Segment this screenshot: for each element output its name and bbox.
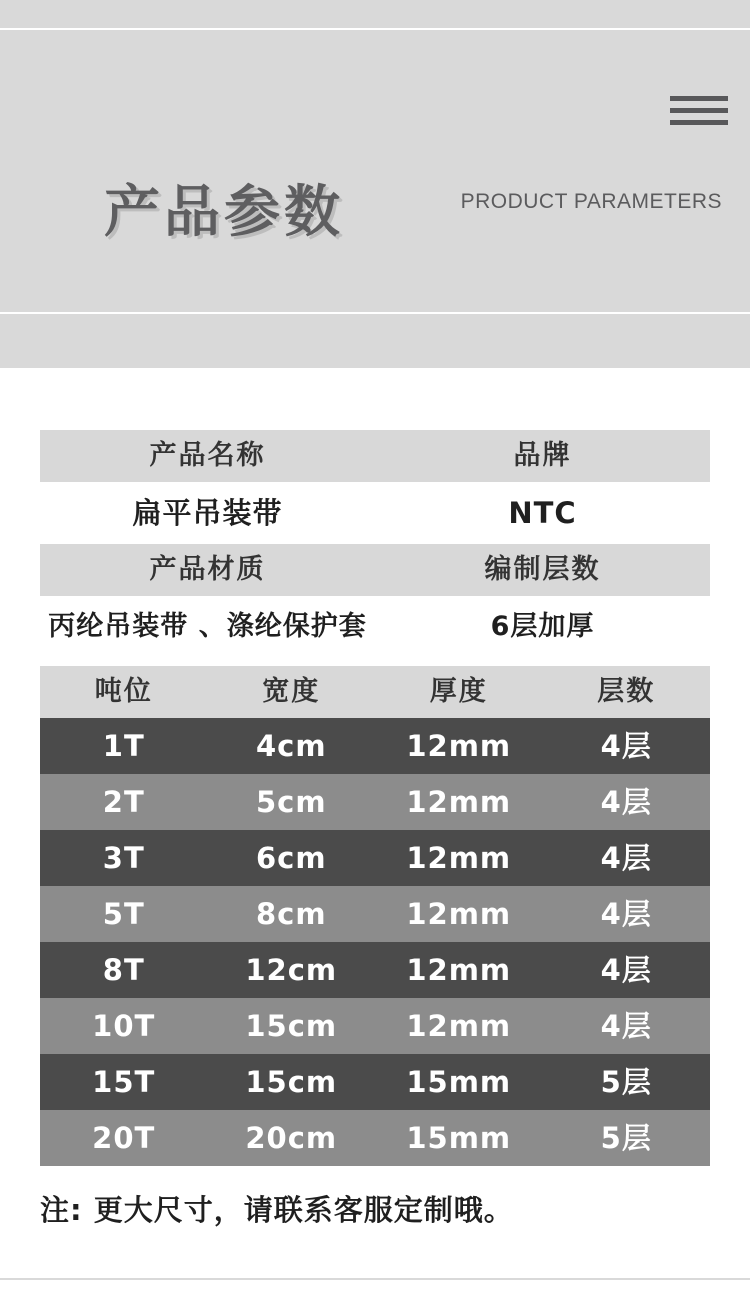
hamburger-menu-icon[interactable]	[670, 96, 728, 132]
cell-width: 4cm	[255, 729, 327, 763]
column-header-width: 宽度	[262, 676, 321, 707]
header-product-name: 产品名称	[149, 440, 266, 471]
product-parameters-banner	[0, 0, 750, 368]
header-layers: 编制层数	[484, 554, 601, 585]
cell-tonnage: 1T	[102, 729, 145, 763]
cell-layers: 5层	[600, 1121, 652, 1155]
cell-thickness: 12mm	[406, 953, 512, 987]
value-layers: 6层加厚	[490, 611, 595, 642]
cell-width: 8cm	[255, 897, 327, 931]
table-row	[40, 1110, 710, 1166]
parameters-table	[40, 430, 710, 1229]
cell-thickness: 12mm	[406, 1009, 512, 1043]
cell-layers: 4层	[600, 729, 652, 763]
cell-tonnage: 15T	[92, 1065, 156, 1099]
banner-divider-top	[0, 28, 750, 30]
table-row	[40, 1054, 710, 1110]
page-subtitle: PRODUCT PARAMETERS	[460, 190, 722, 213]
column-header-tonnage: 吨位	[94, 676, 153, 707]
cell-width: 5cm	[255, 785, 327, 819]
cell-layers: 4层	[600, 785, 652, 819]
column-header-thickness: 厚度	[429, 676, 488, 707]
table-row	[40, 998, 710, 1054]
table-row	[40, 718, 710, 774]
cell-thickness: 12mm	[406, 897, 512, 931]
cell-thickness: 15mm	[406, 1065, 512, 1099]
cell-width: 15cm	[245, 1065, 338, 1099]
value-material: 丙纶吊装带 、涤纶保护套	[48, 611, 367, 642]
cell-tonnage: 5T	[102, 897, 145, 931]
table-row	[40, 830, 710, 886]
specification-table	[40, 666, 710, 1166]
cell-thickness: 12mm	[406, 729, 512, 763]
hamburger-accent-bar	[670, 96, 684, 101]
cell-layers: 4层	[600, 1009, 652, 1043]
cell-thickness: 15mm	[406, 1121, 512, 1155]
page-title: 产品参数	[104, 180, 344, 245]
cell-tonnage: 3T	[102, 841, 145, 875]
cell-tonnage: 2T	[102, 785, 145, 819]
table-row	[40, 886, 710, 942]
table-row	[40, 774, 710, 830]
cell-thickness: 12mm	[406, 841, 512, 875]
cell-layers: 4层	[600, 841, 652, 875]
table-row	[40, 482, 710, 544]
table-row	[40, 596, 710, 658]
custom-size-note: 注: 更大尺寸，请联系客服定制哦。	[40, 1193, 514, 1227]
bottom-divider	[0, 1278, 750, 1280]
table-row	[40, 942, 710, 998]
cell-tonnage: 20T	[92, 1121, 156, 1155]
cell-width: 6cm	[255, 841, 327, 875]
cell-width: 12cm	[245, 953, 338, 987]
cell-tonnage: 10T	[92, 1009, 156, 1043]
cell-layers: 4层	[600, 953, 652, 987]
header-material: 产品材质	[149, 554, 266, 585]
cell-tonnage: 8T	[102, 953, 145, 987]
cell-width: 15cm	[245, 1009, 338, 1043]
cell-layers: 5层	[600, 1065, 652, 1099]
cell-layers: 4层	[600, 897, 652, 931]
table-row	[40, 430, 710, 482]
cell-thickness: 12mm	[406, 785, 512, 819]
header-brand: 品牌	[513, 440, 572, 471]
spec-table-header	[40, 666, 710, 718]
value-brand: NTC	[508, 496, 577, 530]
cell-width: 20cm	[245, 1121, 338, 1155]
column-header-layers: 层数	[597, 676, 656, 707]
value-product-name: 扁平吊装带	[132, 496, 283, 530]
banner-divider-bottom	[0, 312, 750, 314]
table-row	[40, 544, 710, 596]
